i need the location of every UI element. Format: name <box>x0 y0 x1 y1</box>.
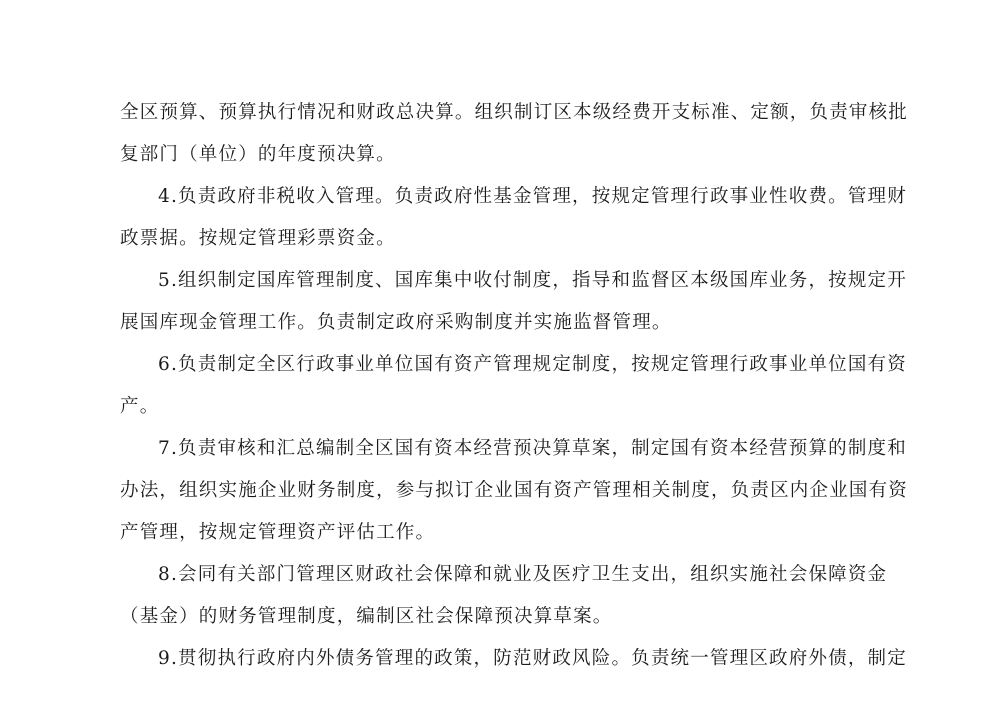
text-line: 办法，组织实施企业财务制度，参与拟订企业国有资产管理相关制度，负责区内企业国有资 <box>120 480 909 501</box>
item-7-line: 7.负责审核和汇总编制全区国有资本经营预决算草案，制定国有资本经营预算的制度和 <box>158 438 907 459</box>
body-text <box>120 92 909 680</box>
item-5-line: 5.组织制定国库管理制度、国库集中收付制度，指导和监督区本级国库业务，按规定开 <box>158 270 907 291</box>
text-line: 政票据。按规定管理彩票资金。 <box>120 228 396 249</box>
item-8-line: 8.会同有关部门管理区财政社会保障和就业及医疗卫生支出，组织实施社会保障资金 <box>158 564 888 585</box>
text-line: 全区预算、预算执行情况和财政总决算。组织制订区本级经费开支标准、定额，负责审核批 <box>120 102 909 123</box>
text-line: （基金）的财务管理制度，编制区社会保障预决算草案。 <box>120 606 613 627</box>
item-6-line: 6.负责制定全区行政事业单位国有资产管理规定制度，按规定管理行政事业单位国有资 <box>158 354 907 375</box>
item-4-line: 4.负责政府非税收入管理。负责政府性基金管理，按规定管理行政事业性收费。管理财 <box>158 186 907 207</box>
text-line: 产管理，按规定管理资产评估工作。 <box>120 522 436 543</box>
text-line: 展国库现金管理工作。负责制定政府采购制度并实施监督管理。 <box>120 312 672 333</box>
text-line: 复部门（单位）的年度预决算。 <box>120 144 396 165</box>
text-line: 产。 <box>120 396 160 417</box>
item-9-line: 9.贯彻执行政府内外债务管理的政策，防范财政风险。负责统一管理区政府外债，制定 <box>158 648 907 669</box>
